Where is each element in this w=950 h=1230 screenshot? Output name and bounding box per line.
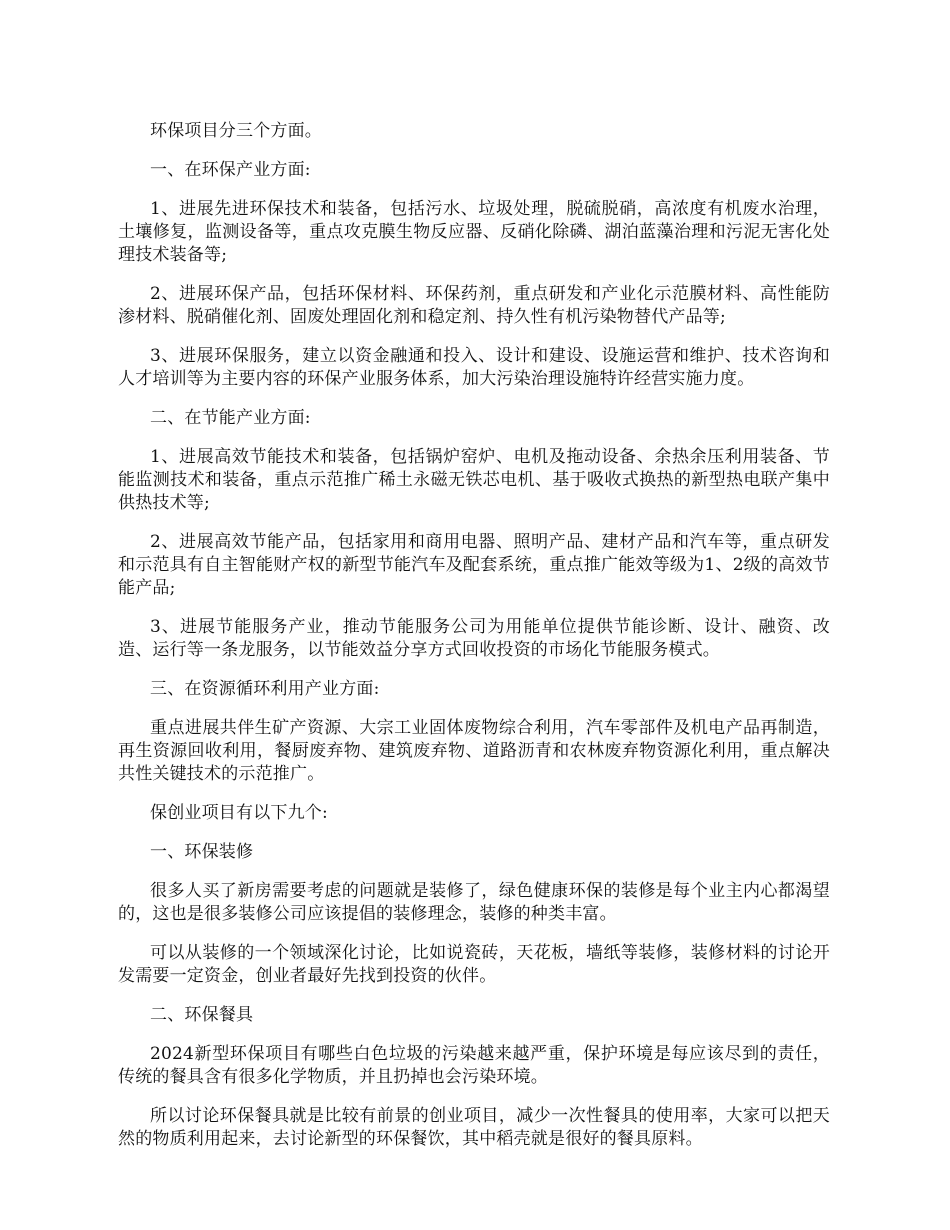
paragraph-env-products: 2、进展环保产品，包括环保材料、环保药剂，重点研发和产业化示范膜材料、高性能防渗材料、脱硝催化剂、固废处理固化剂和稳定剂、持久性有机污染物替代产品等; bbox=[118, 284, 830, 327]
paragraph-energy-services: 3、进展节能服务产业，推动节能服务公司为用能单位提供节能诊断、设计、融资、改造、运行等一条龙服务，以节能效益分享方式回收投资的市场化节能服务模式。 bbox=[118, 617, 830, 660]
paragraph-env-tech: 1、进展先进环保技术和装备，包括污水、垃圾处理，脱硫脱硝，高浓度有机废水治理，土壤修复，监测设备等，重点攻克膜生物反应器、反硝化除磷、湖泊蓝藻治理和污泥无害化处理技术装备等; bbox=[118, 199, 830, 265]
paragraph-tableware-1: 2024新型环保项目有哪些白色垃圾的污染越来越严重，保护环境是每应该尽到的责任，传统的餐具含有很多化学物质，并且扔掉也会污染环境。 bbox=[118, 1044, 830, 1087]
paragraph-energy-tech: 1、进展高效节能技术和装备，包括锅炉窑炉、电机及拖动设备、余热余压利用装备、节能监测技术和装备，重点示范推广稀土永磁无铁芯电机、基于吸收式换热的新型热电联产集中供热技术等; bbox=[118, 447, 830, 513]
section-heading-eco-decoration: 一、环保装修 bbox=[150, 842, 254, 862]
section-heading-energy-saving: 二、在节能产业方面: bbox=[150, 408, 311, 428]
intro-paragraph: 环保项目分三个方面。 bbox=[150, 121, 322, 141]
paragraph-decoration-2: 可以从装修的一个领域深化讨论，比如说瓷砖，天花板，墙纸等装修，装修材料的讨论开发需要一定资金，创业者最好先找到投资的伙伴。 bbox=[118, 943, 830, 986]
paragraph-recycling: 重点进展共伴生矿产资源、大宗工业固体废物综合利用，汽车零部件及机电产品再制造，再生资源回收利用，餐厨废弃物、建筑废弃物、道路沥青和农林废弃物资源化利用，重点解决共性关键技术的示范推广。 bbox=[118, 718, 830, 784]
paragraph-startup-intro: 保创业项目有以下九个: bbox=[150, 803, 328, 823]
section-heading-recycling: 三、在资源循环利用产业方面: bbox=[150, 679, 380, 699]
paragraph-energy-products: 2、进展高效节能产品，包括家用和商用电器、照明产品、建材产品和汽车等，重点研发和示范具有自主智能财产权的新型节能汽车及配套系统，重点推广能效等级为1、2级的高效节能产品; bbox=[118, 532, 830, 598]
section-heading-eco-tableware: 二、环保餐具 bbox=[150, 1005, 254, 1025]
paragraph-decoration-1: 很多人买了新房需要考虑的问题就是装修了，绿色健康环保的装修是每个业主内心都渴望的，这也是很多装修公司应该提倡的装修理念，装修的种类丰富。 bbox=[118, 881, 830, 924]
paragraph-tableware-2: 所以讨论环保餐具就是比较有前景的创业项目，减少一次性餐具的使用率，大家可以把天然的物质利用起来，去讨论新型的环保餐饮，其中稻壳就是很好的餐具原料。 bbox=[118, 1106, 830, 1149]
section-heading-environmental-industry: 一、在环保产业方面: bbox=[150, 160, 311, 180]
document-body bbox=[118, 120, 830, 1167]
paragraph-env-services: 3、进展环保服务，建立以资金融通和投入、设计和建设、设施运营和维护、技术咨询和人才培训等为主要内容的环保产业服务体系，加大污染治理设施特许经营实施力度。 bbox=[118, 346, 830, 389]
